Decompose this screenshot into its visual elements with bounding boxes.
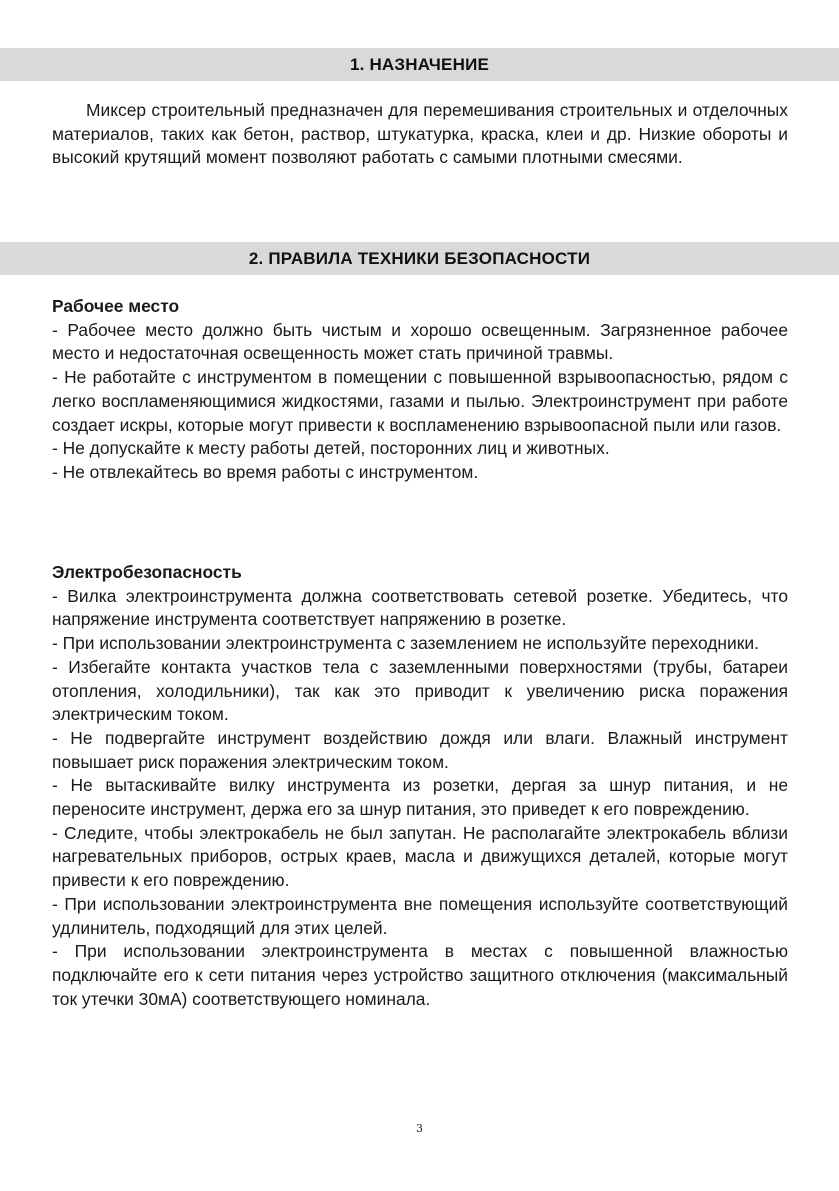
section-title-purpose: 1. НАЗНАЧЕНИЕ [349, 54, 490, 74]
electrical-item: - Вилка электроинструмента должна соответствовать сетевой розетке. Убедитесь, что напряжение инструмента соответствует напряжению в розетке. [52, 585, 788, 630]
electrical-item: - Не вытаскивайте вилку инструмента из розетки, дергая за шнур питания, и не переносите инструмент, держа его за шнур питания, это приведет к его повреждению. [52, 775, 788, 820]
purpose-text-block [52, 99, 788, 170]
section-header-purpose [0, 48, 839, 81]
electrical-safety-block [52, 561, 788, 1011]
electrical-item: - Избегайте контакта участков тела с заземленными поверхностями (трубы, батареи отопления, холодильники), так как это приводит к увеличению риска поражения электрическим током. [52, 656, 788, 725]
page-number: 3 [416, 1122, 423, 1135]
electrical-item: - При использовании электроинструмента с заземлением не используйте переходники. [52, 633, 759, 654]
section-header-safety [0, 242, 839, 275]
section-title-safety: 2. ПРАВИЛА ТЕХНИКИ БЕЗОПАСНОСТИ [248, 248, 591, 268]
workplace-item: - Рабочее место должно быть чистым и хорошо освещенным. Загрязненное рабочее место и недостаточная освещенность может стать причиной травмы. [52, 319, 788, 364]
electrical-item: - При использовании электроинструмента вне помещения используйте соответствующий удлинитель, подходящий для этих целей. [52, 893, 788, 938]
workplace-item: - Не работайте с инструментом в помещении с повышенной взрывоопасностью, рядом с легко воспламеняющимися жидкостями, газами и пылью. Электроинструмент при работе создает искры, которые могут привести к воспламенению взрывоопасной пыли или газов. [52, 367, 788, 435]
purpose-paragraph: Миксер строительный предназначен для перемешивания строительных и отделочных материалов, таких как бетон, раствор, штукатурка, краска, клеи и др. Низкие обороты и высокий крутящий момент позволяют работать с самыми плотными смесями. [52, 100, 788, 168]
electrical-item: - Следите, чтобы электрокабель не был запутан. Не располагайте электрокабель вблизи нагревательных приборов, острых краев, масла и движущихся деталей, которые могут привести к его повреждению. [52, 822, 788, 891]
workplace-item: - Не отвлекайтесь во время работы с инструментом. [52, 461, 479, 482]
electrical-item: - Не подвергайте инструмент воздействию дождя или влаги. Влажный инструмент повышает риск поражения электрическим током. [52, 727, 788, 772]
electrical-safety-heading: Электробезопасность [52, 562, 242, 582]
workplace-item: - Не допускайте к месту работы детей, посторонних лиц и животных. [52, 438, 610, 459]
workplace-block [52, 295, 788, 485]
workplace-heading: Рабочее место [52, 296, 180, 316]
electrical-item: - При использовании электроинструмента в местах с повышенной влажностью подключайте его к сети питания через устройство защитного отключения (максимальный ток утечки 30мА) соответствующего номинала. [52, 941, 788, 1009]
